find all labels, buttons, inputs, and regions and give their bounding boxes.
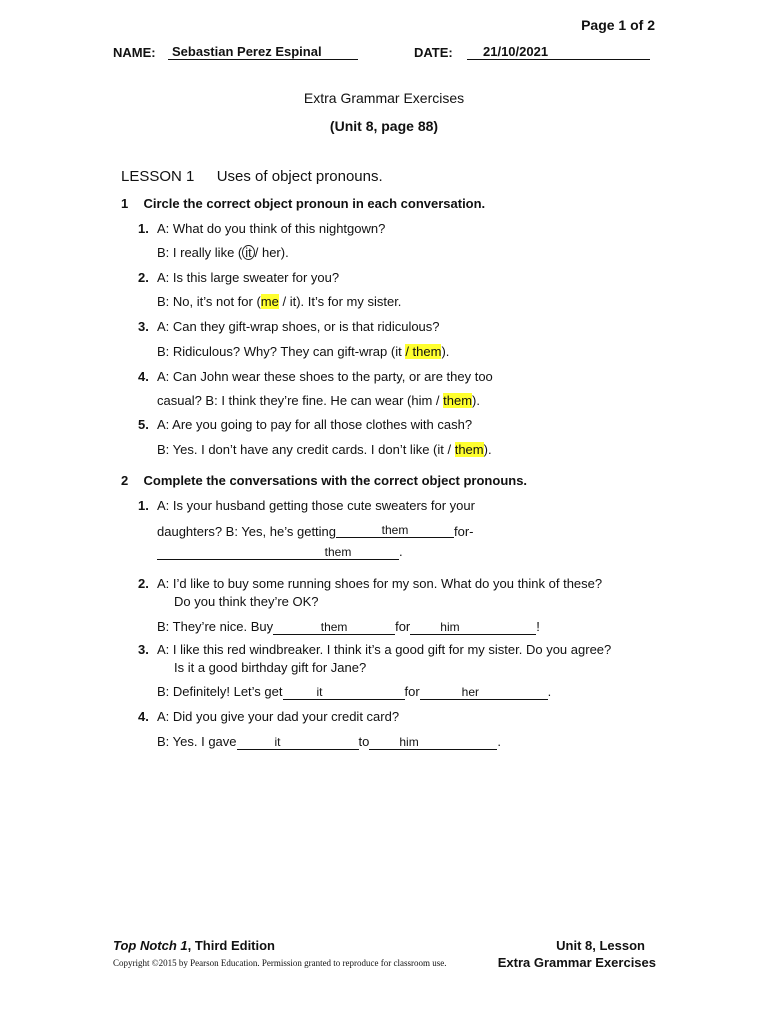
ex2-item-text: B: Definitely! Let’s get <box>157 684 283 699</box>
answer-blank[interactable] <box>336 523 454 538</box>
ex1-item-b-text: B: I really like ( <box>157 245 243 260</box>
ex2-item-number: 1. <box>138 498 149 513</box>
ex2-item-text: daughters? B: Yes, he’s getting <box>157 524 337 539</box>
ex2-item-line-b <box>157 734 501 750</box>
exercise-1-text: Circle the correct object pronoun in each conversation. <box>143 196 486 211</box>
ex2-item-line-c <box>157 544 403 560</box>
name-value: Sebastian Perez Espinal <box>172 44 322 59</box>
footer-book <box>113 938 275 953</box>
ex1-item-line-a: A: Is this large sweater for you? <box>157 270 340 285</box>
answer-text: him <box>399 735 419 749</box>
answer-text: them <box>320 620 348 634</box>
ex2-item-text: B: Yes. I gave <box>157 734 237 749</box>
footer-unit: Unit 8, Lesson <box>556 938 645 953</box>
answer-text: her <box>461 685 480 699</box>
ex2-item-number: 3. <box>138 642 149 657</box>
ex1-item-b-text: B: Yes. I don’t have any credit cards. I don’t like (it / <box>157 442 455 457</box>
page-number: Page 1 of 2 <box>581 17 655 33</box>
ex1-item-line-a: A: Can they gift-wrap shoes, or is that ridiculous? <box>157 319 440 334</box>
ex2-item-text: ! <box>536 619 540 634</box>
ex1-item-line-b <box>157 294 401 309</box>
circled-answer: it <box>242 245 255 260</box>
ex2-item-line-a: A: I like this red windbreaker. I think it’s a good gift for my sister. Do you agree? <box>157 642 612 657</box>
ex1-item-line-a: A: Are you going to pay for all those clothes with cash? <box>157 417 473 432</box>
answer-blank[interactable] <box>157 545 399 560</box>
ex2-item-text: . <box>399 544 403 559</box>
ex1-item-number: 1. <box>138 221 149 236</box>
answer-text: them <box>381 523 409 537</box>
ex1-item-b-text: / it). It’s for my sister. <box>278 294 402 309</box>
footer-section: Extra Grammar Exercises <box>497 955 656 970</box>
highlighted-answer: them <box>454 442 484 457</box>
footer-copyright: Copyright ©2015 by Pearson Education. Permission granted to reproduce for classroom use. <box>113 958 447 968</box>
ex2-item-text: for- <box>454 524 474 539</box>
book-edition: , Third Edition <box>187 938 276 953</box>
ex1-item-line-b <box>157 344 449 359</box>
ex1-item-line-b <box>157 442 492 457</box>
ex1-item-line-a: A: What do you think of this nightgown? <box>157 221 386 236</box>
date-value: 21/10/2021 <box>483 44 549 59</box>
ex1-item-b-text: / her). <box>254 245 289 260</box>
ex2-item-line-a2: Do you think they’re OK? <box>174 594 319 609</box>
answer-blank[interactable] <box>237 735 359 750</box>
ex1-item-b-text: B: Ridiculous? Why? They can gift-wrap (it <box>157 344 406 359</box>
answer-text: it <box>274 735 281 749</box>
document-subtitle: (Unit 8, page 88) <box>329 118 439 134</box>
exercise-1-number: 1 <box>121 196 129 211</box>
ex2-item-text: B: They’re nice. Buy <box>157 619 274 634</box>
ex1-item-b-text: ). <box>441 344 450 359</box>
ex2-item-text: for <box>395 619 411 634</box>
answer-text: him <box>440 620 460 634</box>
name-label: NAME: <box>113 45 156 60</box>
ex2-item-number: 2. <box>138 576 149 591</box>
exercise-1-instruction <box>121 196 485 211</box>
ex2-item-text: . <box>547 684 552 699</box>
answer-blank[interactable] <box>420 685 548 700</box>
ex1-item-b-text: casual? B: I think they’re fine. He can wear (him / <box>157 393 444 408</box>
answer-blank[interactable] <box>273 620 395 635</box>
ex2-item-line-b <box>157 619 540 635</box>
ex1-item-b-text: B: No, it’s not for ( <box>157 294 261 309</box>
highlighted-answer: / them <box>405 344 442 359</box>
ex1-item-line-b <box>157 393 480 408</box>
date-label: DATE: <box>414 45 453 60</box>
highlighted-answer: me <box>260 294 279 309</box>
book-title: Top Notch 1 <box>113 938 188 953</box>
name-field <box>168 45 358 60</box>
lesson-title: Uses of object pronouns. <box>216 168 383 185</box>
ex1-item-b-text: ). <box>483 442 492 457</box>
date-field <box>467 45 650 60</box>
ex1-item-b-text: ). <box>472 393 480 408</box>
ex2-item-text: for <box>404 684 420 699</box>
answer-blank[interactable] <box>410 620 536 635</box>
ex1-item-number: 3. <box>138 319 149 334</box>
exercise-2-text: Complete the conversations with the correct object pronouns. <box>143 473 528 488</box>
ex1-item-number: 4. <box>138 369 149 384</box>
ex2-item-line-a: A: Is your husband getting those cute sweaters for your <box>157 498 475 513</box>
ex2-item-line-a: A: Did you give your dad your credit card? <box>157 709 400 724</box>
ex2-item-line-b <box>157 684 551 700</box>
answer-blank[interactable] <box>369 735 497 750</box>
exercise-2-number: 2 <box>121 473 129 488</box>
answer-text: them <box>324 545 352 559</box>
answer-blank[interactable] <box>283 685 405 700</box>
document-title: Extra Grammar Exercises <box>303 90 465 106</box>
ex1-item-number: 2. <box>138 270 149 285</box>
lesson-number: LESSON 1 <box>121 168 195 185</box>
ex2-item-line-a: A: I’d like to buy some running shoes for my son. What do you think of these? <box>157 576 603 591</box>
ex1-item-line-b <box>157 245 289 260</box>
answer-text: it <box>316 685 323 699</box>
ex2-item-line-b <box>157 524 474 540</box>
ex1-item-number: 5. <box>138 417 149 432</box>
ex2-item-text: . <box>497 734 501 749</box>
ex2-item-line-a2: Is it a good birthday gift for Jane? <box>174 660 367 675</box>
lesson-heading <box>121 168 383 185</box>
exercise-2-instruction <box>121 473 527 488</box>
highlighted-answer: them <box>443 393 473 408</box>
ex1-item-line-a: A: Can John wear these shoes to the party, or are they too <box>157 369 493 384</box>
ex2-item-text: to <box>358 734 370 749</box>
ex2-item-number: 4. <box>138 709 149 724</box>
